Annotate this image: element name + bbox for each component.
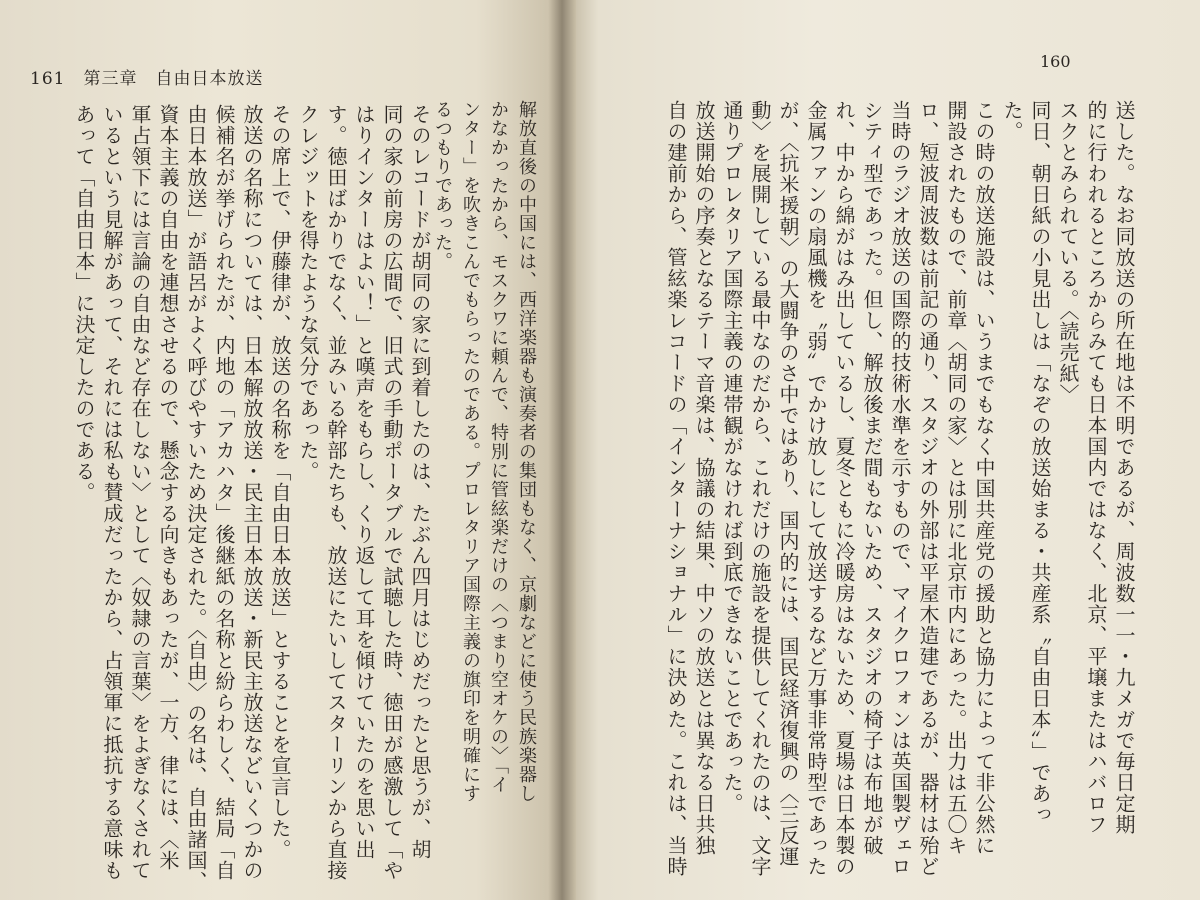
note-line: 解放直後の中国には、西洋楽器も演奏者の集団もなく、京劇などに使う民族楽器し: [516, 100, 537, 803]
text-line: 自の建前から、管絃楽レコードの「インターナショナル」に決めた。これは、当時: [664, 100, 688, 877]
note-line: ンター」を吹きこんでもらったのである。プロレタリア国際主義の旗印を明確にす: [460, 100, 481, 803]
text-line: 資本主義の自由を連想させるので、懸念する向きもあったが、一方、律には、〈米: [156, 104, 180, 871]
text-line: す。徳田ばかりでなく、並みいる幹部たちも、放送にたいしてスターリンから直接: [324, 104, 348, 881]
text-line: 的に行われるところからみても日本国内ではなく、北京、平壌またはハバロフ: [1084, 100, 1108, 835]
text-line: その席上で、伊藤律が、放送の名称を「自由日本放送」とすることを宣言した。: [268, 104, 292, 860]
text-line: 当時のラジオ放送の国際的技術水準を示すもので、マイクロフォンは英国製ヴェロ: [888, 100, 912, 877]
text-line: 送した。なお同放送の所在地は不明であるが、周波数一一・九メガで毎日定期: [1112, 100, 1136, 835]
text-line: はりインターはよい！」と嘆声をもらし、くり返して耳を傾けていたのを思い出: [352, 104, 376, 860]
right-body-text: [588, 100, 1138, 890]
text-line: 由日本放送」が語呂がよく呼びやすいため決定された。〈自由〉の名は、自由諸国、: [184, 104, 208, 892]
text-line: た。: [1000, 100, 1024, 142]
text-line: 軍占領下には言論の自由など存在しない〉として〈奴隷の言葉〉をよぎなくされて: [128, 104, 152, 881]
running-head: 161 第三章 自由日本放送: [30, 69, 264, 89]
text-line: 通りプロレタリア国際主義の連帯観がなければ到底できないことであった。: [720, 100, 744, 814]
text-line: シティ型であった。但し、解放後まだ間もないため、スタジオの椅子は布地が破: [860, 100, 884, 856]
text-line: スクとみられている。〈読売紙〉: [1056, 100, 1080, 405]
text-line: いるという見解があって、それには私も賛成だったから、占領軍に抵抗する意味も: [100, 104, 124, 881]
text-line: そのレコードが胡同の家に到着したのは、たぶん四月はじめだったと思うが、胡: [408, 104, 432, 860]
left-body-text: [22, 104, 434, 894]
note-line: るつもりであった。: [432, 100, 453, 271]
text-line: 放送の名称については、日本解放放送・民主日本放送・新民主放送などいくつかの: [240, 104, 264, 881]
text-line: 金属ファンの扇風機を〝弱〟でかけ放しにして放送するなど万事非常時型であった: [804, 100, 828, 877]
note-block: [420, 100, 540, 890]
text-line: が、〈抗米援朝〉の大闘争のさ中ではあり、国内的には、国民経済復興の〈三反運: [776, 100, 800, 867]
text-line: れ、中から綿がはみ出しているし、夏冬ともに冷暖房はないため、夏場は日本製の: [832, 100, 856, 877]
book-gutter: [548, 0, 576, 900]
text-line: 同の家の前房の広間で、旧式の手動ポータブルで試聴した時、徳田が感激して「や: [380, 104, 404, 881]
note-line: かなかったから、モスクワに頼んで、特別に管絃楽だけの〈つまり空オケの〉「イ: [488, 100, 509, 794]
text-line: 同日、朝日紙の小見出しは「なぞの放送始まる・共産系〝自由日本〟」であっ: [1028, 100, 1052, 825]
page-number: 160: [1040, 52, 1071, 71]
text-line: この時の放送施設は、いうまでもなく中国共産党の援助と協力によって非公然に: [972, 100, 996, 856]
text-line: 候補名が挙げられたが、内地の「アカハタ」後継紙の名称と紛らわしく、結局「自: [212, 104, 236, 881]
text-line: クレジットを得たような気分であった。: [296, 104, 320, 482]
text-line: ロ、短波周波数は前記の通り、スタジオの外部は平屋木造建であるが、器材は殆ど: [916, 100, 940, 877]
text-line: 放送開始の序奏となるテーマ音楽は、協議の結果、中ソの放送とは異なる日共独: [692, 100, 716, 856]
text-line: あって「自由日本」に決定したのである。: [72, 104, 96, 503]
text-line: 開設されたもので、前章〈胡同の家〉とは別に北京市内にあった。出力は五〇キ: [944, 100, 968, 856]
text-line: 動〉を展開している最中なのだから、これだけの施設を提供してくれたのは、文字: [748, 100, 772, 877]
